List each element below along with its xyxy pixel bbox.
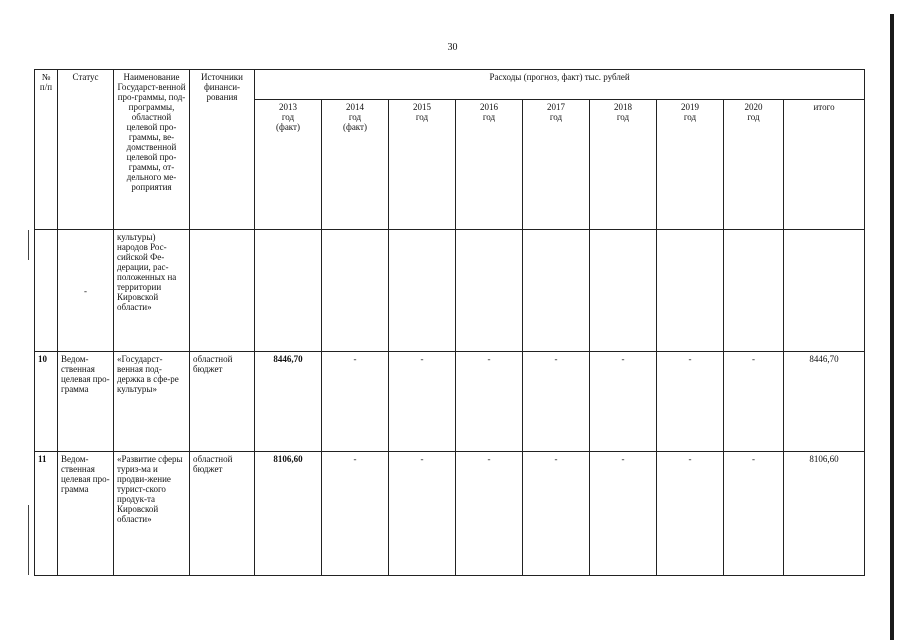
cell-source: областной бюджет [190,352,255,452]
header-total: итого [784,100,865,230]
cell-value: 8106,60 [255,452,322,576]
cell-value: - [590,352,657,452]
cell-value: 8446,70 [784,352,865,452]
header-year: 2016 год [456,100,523,230]
cell-value: - [590,452,657,576]
cell-value: - [456,352,523,452]
header-year: 2018 год [590,100,657,230]
cell-value: - [523,452,590,576]
cell-status: - [58,230,114,352]
table-row [35,230,865,352]
header-year: 2017 год [523,100,590,230]
cell-name: «Развитие сферы туриз-ма и продви-жение турист-ского продук-та Кировской области» [114,452,190,576]
cell-value [322,230,389,352]
scan-margin-mark [28,505,29,575]
header-source: Источники финанси-рования [190,70,255,230]
scan-edge-rule [890,14,894,640]
cell-value: 8106,60 [784,452,865,576]
cell-value: - [322,352,389,452]
cell-value: - [724,452,784,576]
header-year: 2014 год (факт) [322,100,389,230]
cell-value: - [389,452,456,576]
cell-source [190,230,255,352]
header-no: № п/п [35,70,58,230]
cell-value: - [322,452,389,576]
table-row [35,352,865,452]
header-year: 2013 год (факт) [255,100,322,230]
header-year: 2015 год [389,100,456,230]
header-year: 2019 год [657,100,724,230]
cell-status: Ведом-ственная целевая про-грамма [58,452,114,576]
cell-value [724,230,784,352]
cell-source: областной бюджет [190,452,255,576]
cell-value [456,230,523,352]
table-row [35,452,865,576]
page-number: 30 [447,42,458,53]
header-status: Статус [58,70,114,230]
cell-name: «Государст-венная под-держка в сфе-ре культуры» [114,352,190,452]
cell-value [255,230,322,352]
cell-value [657,230,724,352]
cell-value: - [724,352,784,452]
budget-table [34,69,865,576]
cell-value: - [389,352,456,452]
header-expenses: Расходы (прогноз, факт) тыс. рублей [255,70,865,100]
cell-value [389,230,456,352]
header-name: Наименование Государст-венной про-граммы, под-программы, областной целевой про-граммы, ве-домственной целевой про-граммы, от-дельного ме-роприятия [114,70,190,230]
cell-value [784,230,865,352]
cell-value: - [657,352,724,452]
cell-value: - [523,352,590,452]
cell-no: 11 [35,452,58,576]
cell-value: - [456,452,523,576]
cell-status: Ведом-ственная целевая про-грамма [58,352,114,452]
cell-name: культуры) народов Рос-сийской Фе-дерации, рас-положенных на территории Кировской области» [114,230,190,352]
cell-value: - [657,452,724,576]
cell-value [590,230,657,352]
cell-no: 10 [35,352,58,452]
cell-value: 8446,70 [255,352,322,452]
header-year: 2020 год [724,100,784,230]
cell-no [35,230,58,352]
scan-margin-mark [28,230,29,260]
cell-value [523,230,590,352]
header-row-1 [35,70,865,100]
